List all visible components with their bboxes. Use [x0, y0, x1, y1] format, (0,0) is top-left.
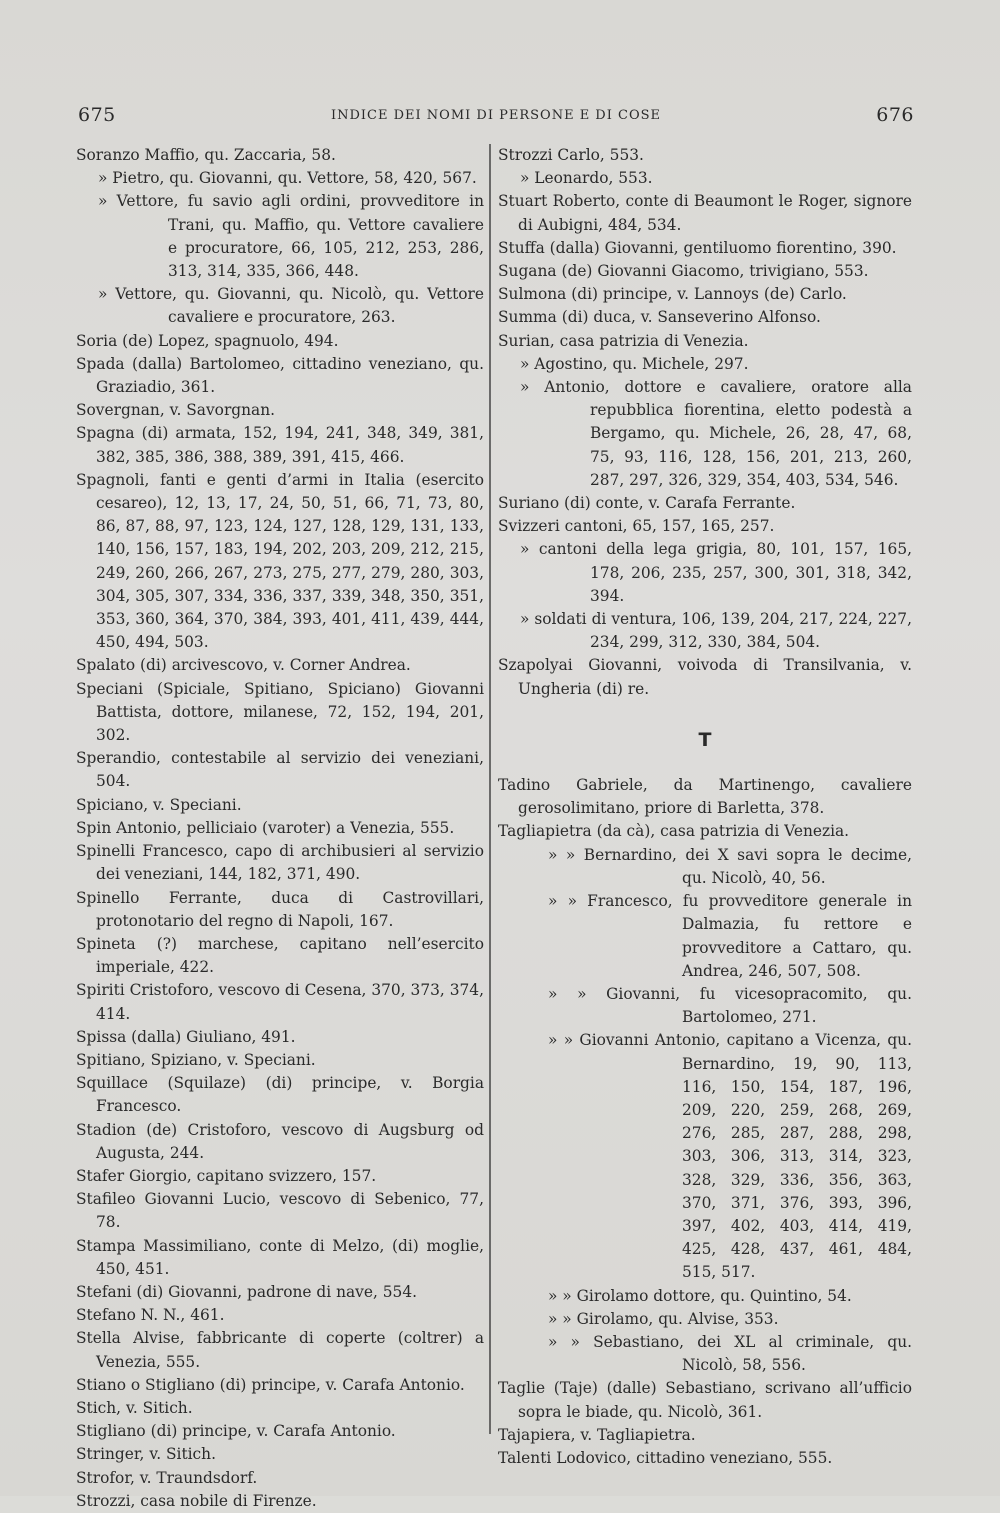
page-number-left: 675: [78, 104, 116, 126]
index-entry: » Vettore, fu savio agli ordini, provveditore in Trani, qu. Maffio, qu. Vettore cavaliere e procuratore, 66, 105, 212, 253, 286, 313, 314, 335, 366, 448.: [98, 192, 484, 281]
index-entry: Stafileo Giovanni Lucio, vescovo di Sebenico, 77, 78.: [76, 1190, 484, 1232]
index-entry: Spiciano, v. Speciani.: [76, 795, 242, 814]
index-entry: Spiriti Cristoforo, vescovo di Cesena, 370, 373, 374, 414.: [76, 981, 484, 1023]
index-entry: Svizzeri cantoni, 65, 157, 165, 257.: [498, 517, 775, 536]
index-entry: Spineta (?) marchese, capitano nell’esercito imperiale, 422.: [76, 934, 484, 977]
index-entry: Stadion (de) Cristoforo, vescovo di Augsburg od Augusta, 244.: [76, 1120, 484, 1162]
index-entry: Tadino Gabriele, da Martinengo, cavaliere gerosolimitano, priore di Barletta, 378.: [498, 776, 912, 818]
index-entry: Soria (de) Lopez, spagnuolo, 494.: [76, 331, 339, 350]
index-entry: Spitiano, Spiziano, v. Speciani.: [76, 1050, 316, 1069]
index-entry: Tajapiera, v. Tagliapietra.: [498, 1425, 696, 1444]
column-divider: [489, 144, 491, 1434]
index-entry: Soranzo Maffio, qu. Zaccaria, 58.: [76, 146, 336, 164]
index-entry: » Antonio, dottore e cavaliere, oratore alla repubblica fiorentina, eletto podestà a Bergamo, qu. Michele, 26, 28, 47, 68, 75, 93, 116, 128, 156, 201, 213, 260, 287, 297, 326, 329, 354, 403, 534, 546.: [520, 378, 912, 489]
index-entry: Spin Antonio, pelliciaio (varoter) a Venezia, 555.: [76, 818, 455, 837]
right-column: [498, 144, 912, 1470]
left-column: [76, 144, 484, 1513]
index-entry: Stringer, v. Sitich.: [76, 1445, 216, 1464]
right-entries-s: [498, 144, 912, 701]
page-number-right: 676: [876, 104, 914, 126]
index-entry: » Vettore, qu. Giovanni, qu. Nicolò, qu. Vettore cavaliere e procuratore, 263.: [98, 285, 484, 327]
index-entry: Summa (di) duca, v. Sanseverino Alfonso.: [498, 308, 821, 327]
index-entry: » Leonardo, 553.: [520, 169, 653, 188]
index-entry: Taglie (Taje) (dalle) Sebastiano, scrivano all’ufficio sopra le biade, qu. Nicolò, 361.: [498, 1379, 912, 1421]
index-entry: » soldati di ventura, 106, 139, 204, 217, 224, 227, 234, 299, 312, 330, 384, 504.: [520, 610, 912, 652]
index-entry: Stich, v. Sitich.: [76, 1398, 193, 1417]
index-entry: Sperandio, contestabile al servizio dei veneziani, 504.: [76, 749, 484, 791]
index-entry: Squillace (Squilaze) (di) principe, v. Borgia Francesco.: [76, 1074, 484, 1116]
index-entry: Suriano (di) conte, v. Carafa Ferrante.: [498, 494, 796, 513]
index-entry: » cantoni della lega grigia, 80, 101, 157, 165, 178, 206, 235, 257, 300, 301, 318, 342, 394.: [520, 540, 912, 605]
index-entry: » Pietro, qu. Giovanni, qu. Vettore, 58, 420, 567.: [98, 169, 477, 188]
index-entry: » » Bernardino, dei X savi sopra le decime, qu. Nicolò, 40, 56.: [548, 845, 912, 887]
running-title: INDICE DEI NOMI DI PERSONE E DI COSE: [330, 108, 662, 123]
index-entry: Stuart Roberto, conte di Beaumont le Roger, signore di Aubigni, 484, 534.: [498, 192, 912, 234]
index-entry: Tagliapietra (da cà), casa patrizia di Venezia.: [498, 822, 850, 841]
index-entry: Stiano o Stigliano (di) principe, v. Carafa Antonio.: [76, 1375, 465, 1394]
index-entry: » » Francesco, fu provveditore generale in Dalmazia, fu rettore e provveditore a Cattaro, qu. Andrea, 246, 507, 508.: [548, 892, 912, 980]
index-entry: Stampa Massimiliano, conte di Melzo, (di) moglie, 450, 451.: [76, 1236, 484, 1278]
index-entry: Spinelli Francesco, capo di archibusieri al servizio dei veneziani, 144, 182, 371, 490.: [76, 842, 484, 884]
index-entry: Spissa (dalla) Giuliano, 491.: [76, 1027, 296, 1046]
index-entry: Stefano N. N., 461.: [76, 1306, 225, 1325]
index-entry: Sulmona (di) principe, v. Lannoys (de) Carlo.: [498, 285, 847, 304]
index-entry: Spagnoli, fanti e genti d’armi in Italia (esercito cesareo), 12, 13, 17, 24, 50, 51, 66, 71, 73, 80, 86, 87, 88, 97, 123, 124, 127, 128, 129, 131, 133, 140, 156, 157, 183, 194, 202, 203, 209, 212, 215, 249, 260, 266, 267, 273, 275, 277, 279, 280, 303, 304, 305, 307, 334, 336, 337, 339, 348, 350, 351, 353, 360, 364, 370, 384, 393, 401, 411, 439, 444, 450, 494, 503.: [76, 470, 484, 652]
index-entry: Strozzi, casa nobile di Firenze.: [76, 1491, 317, 1510]
index-entry: Stuffa (dalla) Giovanni, gentiluomo fiorentino, 390.: [498, 238, 897, 257]
index-entry: Spalato (di) arcivescovo, v. Corner Andrea.: [76, 656, 411, 675]
index-entry: Spinello Ferrante, duca di Castrovillari, protonotario del regno di Napoli, 167.: [76, 888, 484, 930]
index-entry: Speciani (Spiciale, Spitiano, Spiciano) Giovanni Battista, dottore, milanese, 72, 152, 194, 201, 302.: [76, 679, 484, 745]
index-entry: » » Giovanni Antonio, capitano a Vicenza, qu. Bernardino, 19, 90, 113, 116, 150, 154, 187, 196, 209, 220, 259, 268, 269, 276, 285, 287, 288, 298, 303, 306, 313, 314, 323, 328, 329, 336, 356, 363, 370, 371, 376, 393, 396, 397, 402, 403, 414, 419, 425, 428, 437, 461, 484, 515, 517.: [548, 1031, 912, 1282]
index-entry: Stefani (di) Giovanni, padrone di nave, 554.: [76, 1282, 418, 1301]
index-entry: » Agostino, qu. Michele, 297.: [520, 354, 749, 373]
index-entry: » » Giovanni, fu vicesopracomito, qu. Bartolomeo, 271.: [548, 984, 912, 1027]
index-entry: Strozzi Carlo, 553.: [498, 146, 644, 164]
index-entry: Surian, casa patrizia di Venezia.: [498, 331, 749, 350]
index-entry: Stella Alvise, fabbricante di coperte (coltrer) a Venezia, 555.: [76, 1329, 484, 1371]
index-entry: » » Sebastiano, dei XL al criminale, qu. Nicolò, 58, 556.: [548, 1332, 912, 1375]
index-entry: Szapolyai Giovanni, voivoda di Transilvania, v. Ungheria (di) re.: [498, 656, 912, 698]
index-entry: Sovergnan, v. Savorgnan.: [76, 401, 276, 420]
running-header: [78, 104, 914, 132]
index-entry: Talenti Lodovico, cittadino veneziano, 555.: [498, 1448, 833, 1467]
index-entry: Stafer Giorgio, capitano svizzero, 157.: [76, 1166, 377, 1185]
index-entry: Spagna (di) armata, 152, 194, 241, 348, 349, 381, 382, 385, 386, 388, 389, 391, 415, 466.: [76, 424, 484, 466]
index-entry: Strofor, v. Traundsdorf.: [76, 1468, 258, 1487]
index-entry: » » Girolamo dottore, qu. Quintino, 54.: [548, 1286, 852, 1305]
right-entries-t: [498, 774, 912, 1470]
index-entry: Sugana (de) Giovanni Giacomo, trivigiano, 553.: [498, 262, 869, 281]
section-letter: T: [698, 728, 712, 751]
index-entry: Spada (dalla) Bartolomeo, cittadino veneziano, qu. Graziadio, 361.: [76, 354, 484, 397]
index-entry: Stigliano (di) principe, v. Carafa Antonio.: [76, 1422, 396, 1441]
index-entry: » » Girolamo, qu. Alvise, 353.: [548, 1309, 779, 1328]
